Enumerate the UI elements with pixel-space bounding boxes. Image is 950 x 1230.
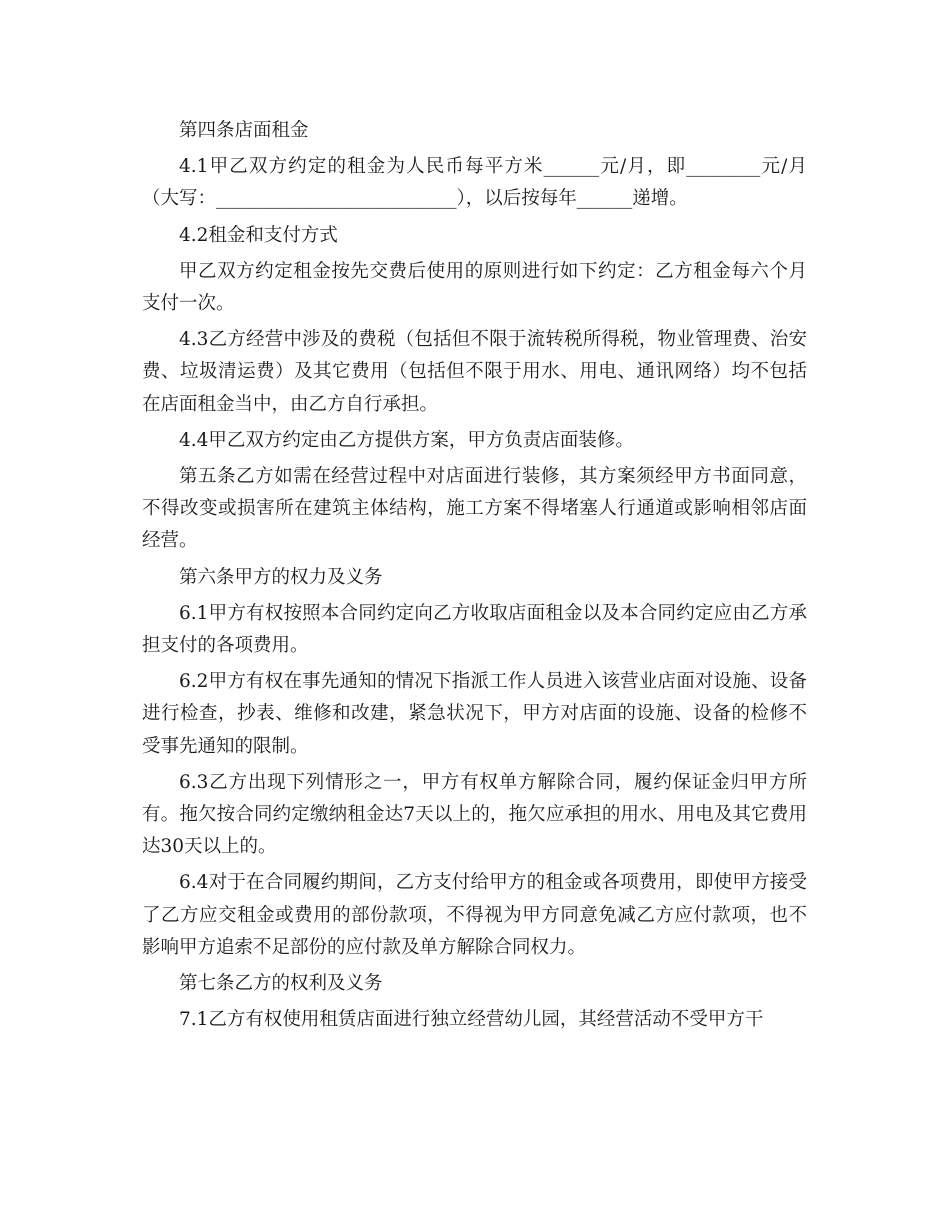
section-heading-4: 第四条店面租金 <box>179 120 309 141</box>
clause-4-2-text: 甲乙双方约定租金按先交费后使用的原则进行如下约定：乙方租金每六个月支付一次。 <box>142 260 807 315</box>
section-heading-7: 第七条乙方的权利及义务 <box>179 973 383 995</box>
section-5: 第五条乙方如需在经营过程中对店面进行装修，其方案须经甲方书面同意，不得改变或损害所在建筑主体结构，施工方案不得堵塞人行通道或影响相邻店面经营。 <box>142 466 807 552</box>
clause-4-2-heading: 4.2租金和支付方式 <box>179 224 338 246</box>
section-heading-6: 第六条甲方的权力及义务 <box>179 566 383 588</box>
clause-6-3: 6.3乙方出现下列情形之一，甲方有权单方解除合同，履约保证金归甲方所有。拖欠按合同约定缴纳租金达7天以上的，拖欠应承担的用水、用电及其它费用达30天以上的。 <box>142 771 807 858</box>
clause-4-1: 4.1甲乙双方约定的租金为人民币每平方米______元/月，即________元/月（大写：__________________________），以后按每年______递增。 <box>142 156 807 210</box>
clause-6-4: 6.4对于在合同履约期间，乙方支付给甲方的租金或各项费用，即使甲方接受了乙方应交租金或费用的部份款项，不得视为甲方同意免减乙方应付款项，也不影响甲方追索不足部份的应付款及单方解除合同权力。 <box>142 872 807 958</box>
clause-4-3: 4.3乙方经营中涉及的费税（包括但不限于流转税所得税，物业管理费、治安费、垃圾清运费）及其它费用（包括但不限于用水、用电、通讯网络）均不包括在店面租金当中，由乙方自行承担。 <box>142 329 807 415</box>
clause-4-4: 4.4甲乙双方约定由乙方提供方案，甲方负责店面装修。 <box>179 429 634 451</box>
clause-6-1: 6.1甲方有权按照本合同约定向乙方收取店面租金以及本合同约定应由乙方承担支付的各项费用。 <box>142 602 807 657</box>
document-body <box>142 115 807 1040</box>
clause-7-1: 7.1乙方有权使用租赁店面进行独立经营幼儿园，其经营活动不受甲方干 <box>179 1009 764 1031</box>
clause-6-2: 6.2甲方有权在事先通知的情况下指派工作人员进入该营业店面对设施、设备进行检查，抄表、维修和改建，紧急状况下，甲方对店面的设施、设备的检修不受事先通知的限制。 <box>142 671 807 757</box>
